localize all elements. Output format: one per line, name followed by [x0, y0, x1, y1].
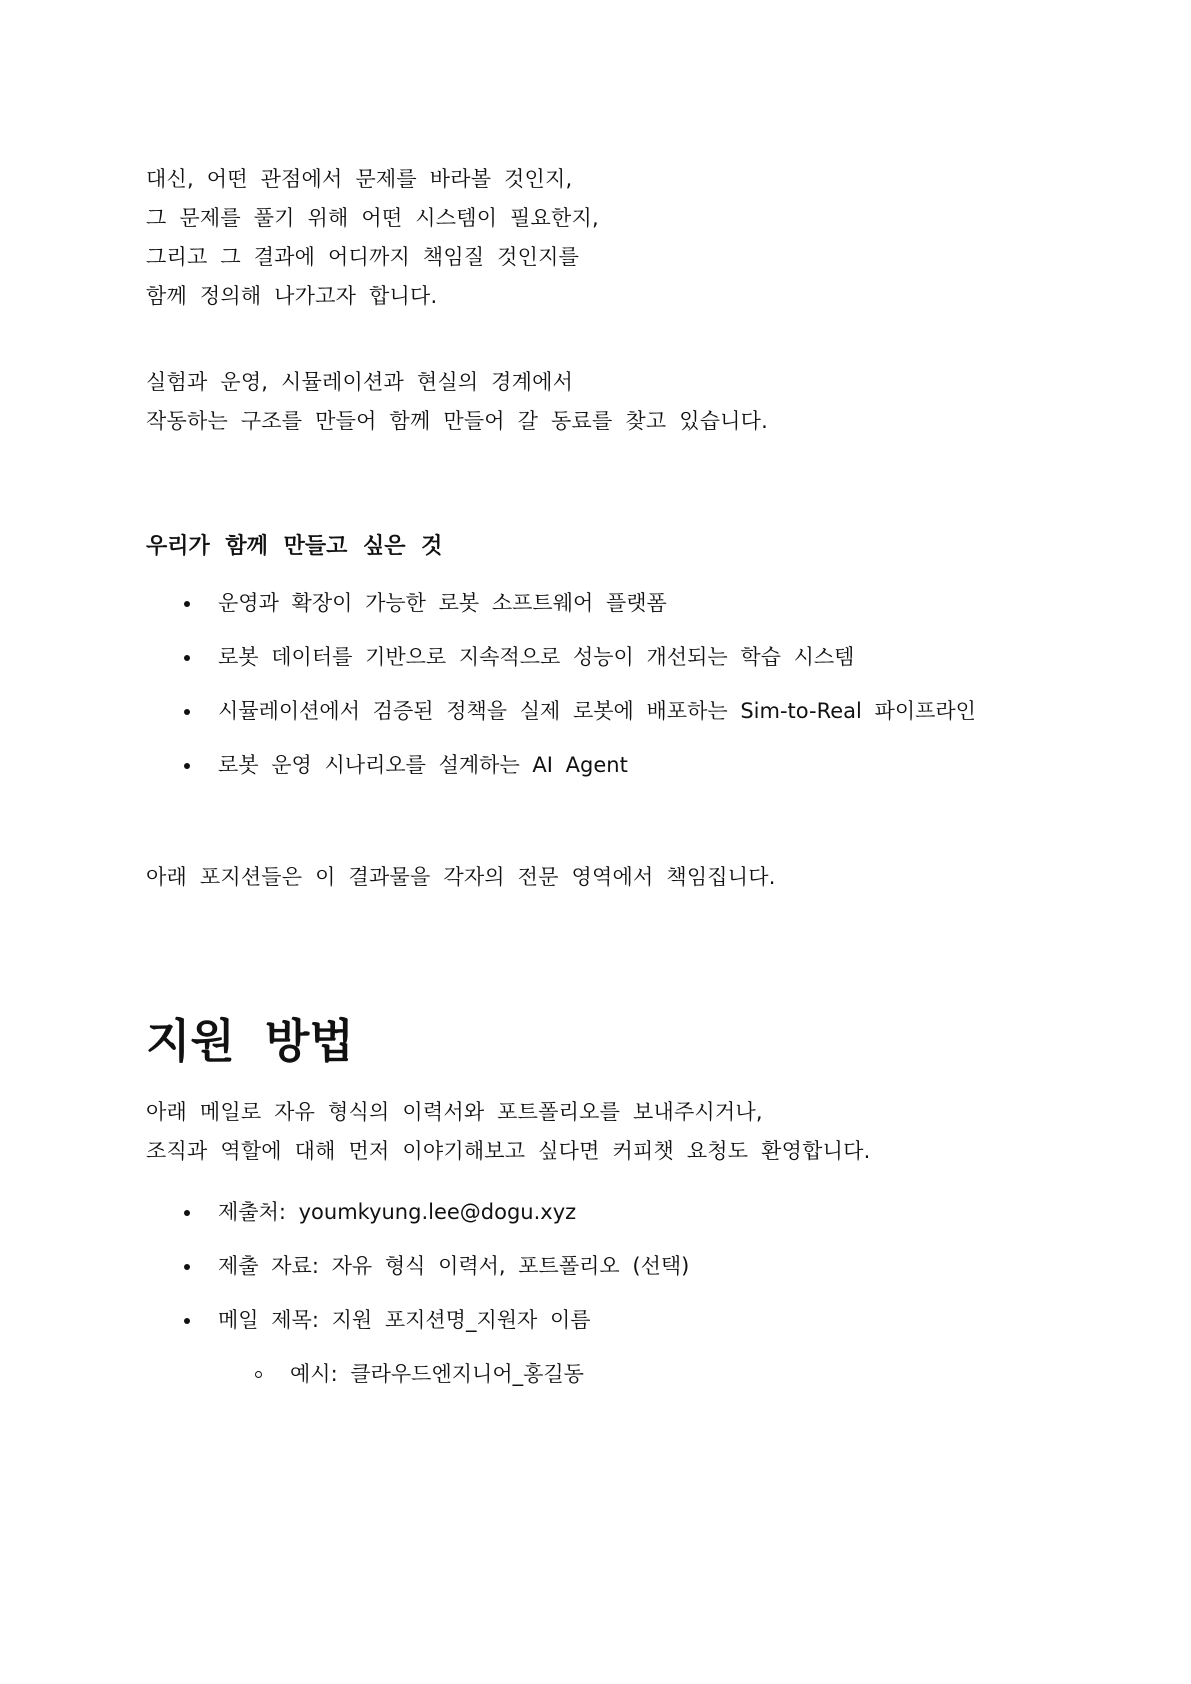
apply-list-item-text: 메일 제목: 지원 포지션명_지원자 이름 — [218, 1308, 591, 1332]
build-section-title: 우리가 함께 만들고 싶은 것 — [146, 534, 443, 559]
build-list-item — [146, 641, 1096, 695]
apply-list — [146, 1196, 1096, 1358]
bullet-dot-icon — [184, 1318, 190, 1324]
apply-sub-list-item-text: 예시: 클라우드엔지니어_홍길동 — [290, 1362, 584, 1386]
apply-line: 아래 메일로 자유 형식의 이력서와 포트폴리오를 보내주시거나, — [146, 1100, 763, 1124]
build-list-item-text: 시뮬레이션에서 검증된 정책을 실제 로봇에 배포하는 Sim-to-Real 파이프라인 — [218, 699, 976, 723]
build-list-item-text: 로봇 운영 시나리오를 설계하는 AI Agent — [218, 753, 628, 777]
build-list-item — [146, 749, 1096, 803]
bullet-dot-icon — [184, 655, 190, 661]
intro-line: 함께 정의해 나가고자 합니다. — [146, 284, 438, 308]
apply-section-title: 지원 방법 — [146, 1014, 354, 1068]
apply-list-item — [146, 1196, 1096, 1250]
apply-line: 조직과 역할에 대해 먼저 이야기해보고 싶다면 커피챗 요청도 환영합니다. — [146, 1139, 871, 1163]
apply-list-item-text: 제출 자료: 자유 형식 이력서, 포트폴리오 (선택) — [218, 1254, 690, 1278]
hollow-bullet-icon — [255, 1371, 262, 1378]
apply-list-item — [146, 1250, 1096, 1304]
bullet-dot-icon — [184, 1264, 190, 1270]
intro2-paragraph — [146, 363, 1096, 441]
intro-line: 대신, 어떤 관점에서 문제를 바라볼 것인지, — [146, 167, 573, 191]
bullet-dot-icon — [184, 1210, 190, 1216]
build-list — [146, 587, 1096, 803]
build-closing-paragraph — [146, 858, 1096, 897]
apply-paragraph — [146, 1093, 1096, 1171]
build-list-item — [146, 695, 1096, 749]
apply-sub-list-item — [146, 1358, 1096, 1398]
build-closing-line: 아래 포지션들은 이 결과물을 각자의 전문 영역에서 책임집니다. — [146, 865, 776, 889]
build-list-item-text: 로봇 데이터를 기반으로 지속적으로 성능이 개선되는 학습 시스템 — [218, 645, 855, 669]
bullet-dot-icon — [184, 763, 190, 769]
build-list-item — [146, 587, 1096, 641]
apply-list-item-text: 제출처: youmkyung.lee@dogu.xyz — [218, 1200, 577, 1224]
apply-sub-list — [146, 1358, 1096, 1398]
build-list-item-text: 운영과 확장이 가능한 로봇 소프트웨어 플랫폼 — [218, 591, 667, 615]
intro-paragraph — [146, 160, 1096, 316]
intro-line: 그리고 그 결과에 어디까지 책임질 것인지를 — [146, 245, 580, 269]
bullet-dot-icon — [184, 709, 190, 715]
intro2-line: 실험과 운영, 시뮬레이션과 현실의 경계에서 — [146, 370, 574, 394]
intro2-line: 작동하는 구조를 만들어 함께 만들어 갈 동료를 찾고 있습니다. — [146, 409, 769, 433]
apply-list-item — [146, 1304, 1096, 1358]
bullet-dot-icon — [184, 601, 190, 607]
intro-line: 그 문제를 풀기 위해 어떤 시스템이 필요한지, — [146, 206, 599, 230]
